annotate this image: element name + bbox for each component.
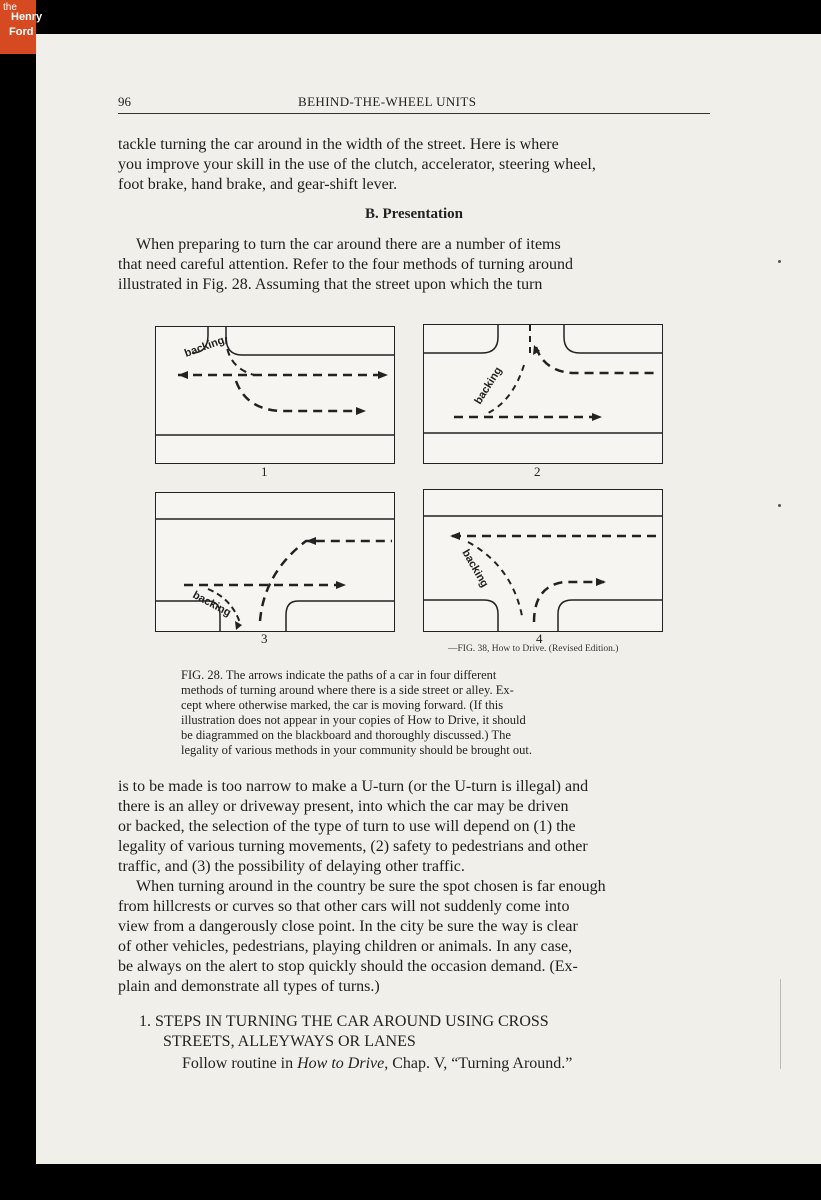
text-line: view from a dangerously close point. In the city be sure the way is clear bbox=[118, 918, 578, 935]
intro-paragraph bbox=[118, 135, 710, 195]
caption-line: methods of turning around where there is a side street or alley. Ex- bbox=[181, 683, 514, 697]
text-line: When turning around in the country be sure the spot chosen is far enough bbox=[136, 878, 606, 895]
page-number: 96 bbox=[118, 94, 131, 109]
turn-diagram-4-drawing bbox=[424, 490, 662, 631]
page-edge-shadow bbox=[780, 979, 781, 1069]
text-line: from hillcrests or curves so that other cars will not suddenly come into bbox=[118, 898, 570, 915]
follow-routine-line bbox=[182, 1055, 572, 1073]
backing-label: backing bbox=[472, 364, 505, 407]
book-page bbox=[36, 34, 821, 1164]
caption-line: be diagrammed on the blackboard and thoroughly discussed.) The bbox=[181, 728, 511, 742]
logo-line-henry: Henry bbox=[11, 11, 43, 23]
panel-number: 3 bbox=[261, 631, 268, 646]
text-line: foot brake, hand brake, and gear-shift lever. bbox=[118, 176, 398, 193]
caption-line: cept where otherwise marked, the car is moving forward. (If this bbox=[181, 698, 504, 712]
step-heading-line: STREETS, ALLEYWAYS OR LANES bbox=[163, 1033, 416, 1050]
presentation-paragraph bbox=[118, 235, 710, 295]
body-paragraph bbox=[118, 777, 710, 997]
follow-suffix: , Chap. V, “Turning Around.” bbox=[384, 1055, 573, 1072]
caption-line: legality of various methods in your community should be brought out. bbox=[181, 743, 533, 757]
text-line: illustrated in Fig. 28. Assuming that the street upon which the turn bbox=[118, 276, 543, 293]
panel-number: 1 bbox=[261, 464, 268, 479]
text-line: legality of various turning movements, (2) safety to pedestrians and other bbox=[118, 838, 588, 855]
text-line: be always on the alert to stop quickly should the occasion demand. (Ex- bbox=[118, 958, 578, 975]
caption-line: illustration does not appear in your copies of How to Drive, it should bbox=[181, 713, 526, 727]
turn-diagram-4 bbox=[423, 489, 663, 632]
text-line: tackle turning the car around in the width of the street. Here is where bbox=[118, 136, 559, 153]
margin-mark bbox=[778, 260, 781, 263]
step-heading bbox=[139, 1012, 710, 1052]
logo-line-ford: Ford bbox=[9, 26, 34, 38]
turn-diagram-1-drawing bbox=[156, 327, 394, 463]
henry-ford-logo bbox=[0, 0, 43, 54]
figure-caption bbox=[181, 668, 645, 758]
panel-number: 4 bbox=[536, 631, 543, 646]
section-heading: B. Presentation bbox=[364, 206, 464, 222]
turn-diagram-2 bbox=[423, 324, 663, 464]
step-heading-line: 1. STEPS IN TURNING THE CAR AROUND USING CROSS bbox=[139, 1013, 549, 1030]
logo-line-the: the bbox=[3, 2, 17, 13]
book-title: How to Drive bbox=[297, 1055, 385, 1072]
figure-credit: —FIG. 38, How to Drive. (Revised Edition.) bbox=[448, 644, 619, 654]
backing-label: backing bbox=[190, 589, 233, 620]
text-line: or backed, the selection of the type of turn to use will depend on (1) the bbox=[118, 818, 576, 835]
text-line: traffic, and (3) the possibility of delaying other traffic. bbox=[118, 858, 465, 875]
turn-diagram-1 bbox=[155, 326, 395, 464]
turn-diagram-3-drawing bbox=[156, 493, 394, 631]
text-line: plain and demonstrate all types of turns.) bbox=[118, 978, 380, 995]
turn-diagram-3 bbox=[155, 492, 395, 632]
text-line: that need careful attention. Refer to the four methods of turning around bbox=[118, 256, 573, 273]
text-line: of other vehicles, pedestrians, playing children or animals. In any case, bbox=[118, 938, 573, 955]
text-line: is to be made is too narrow to make a U-turn (or the U-turn is illegal) and bbox=[118, 778, 589, 795]
caption-line: FIG. 28. The arrows indicate the paths of a car in four different bbox=[181, 668, 497, 682]
text-line: When preparing to turn the car around there are a number of items bbox=[136, 236, 561, 253]
turn-diagram-2-drawing bbox=[424, 325, 662, 463]
panel-number: 2 bbox=[534, 464, 541, 479]
text-line: there is an alley or driveway present, into which the car may be driven bbox=[118, 798, 569, 815]
follow-prefix: Follow routine in bbox=[182, 1055, 298, 1072]
header-rule bbox=[118, 113, 710, 114]
running-head: BEHIND-THE-WHEEL UNITS bbox=[298, 94, 477, 109]
backing-label: backing bbox=[459, 547, 491, 590]
text-line: you improve your skill in the use of the clutch, accelerator, steering wheel, bbox=[118, 156, 596, 173]
margin-mark bbox=[778, 504, 781, 507]
backing-label: backing bbox=[182, 334, 227, 360]
